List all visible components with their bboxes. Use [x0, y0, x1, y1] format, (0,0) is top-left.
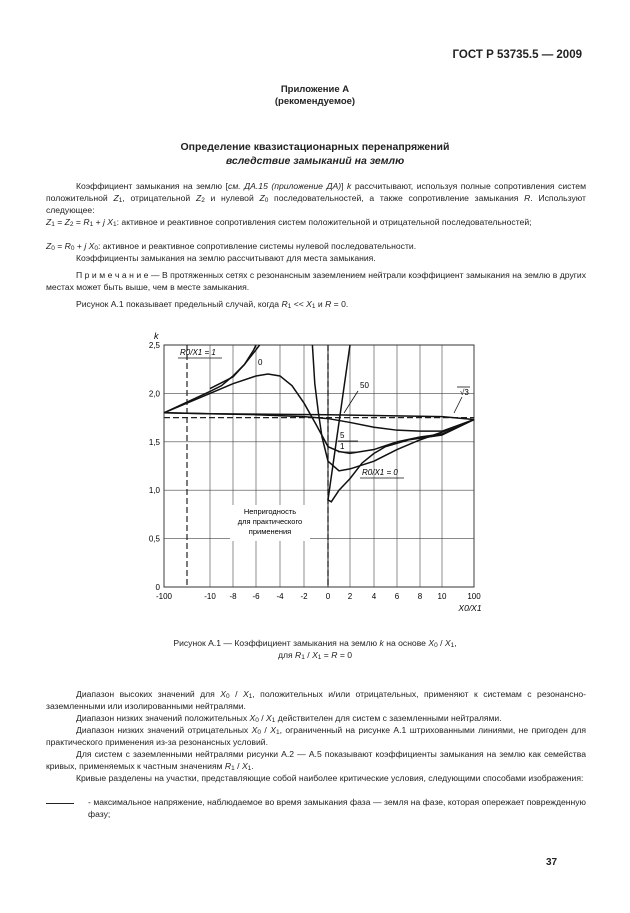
label-sqrt3: √3 — [460, 388, 469, 397]
series-1-line — [312, 345, 474, 471]
y-tick-label: 0,5 — [148, 534, 160, 544]
x-tick-label: 8 — [417, 592, 423, 601]
leader-sqrt3 — [454, 397, 462, 413]
intro-paragraph-2: Коэффициенты замыкания на землю рассчитывают для места замыкания. — [76, 253, 376, 263]
y-axis-label: k — [154, 331, 159, 341]
note-paragraph: П р и м е ч а н и е — В протяженных сетях с резонансным заземлением нейтрали коэффициент замыкания на землю в других местах может быть выше, чем в месте замыкания. — [46, 270, 586, 292]
annex-subtitle: (рекомендуемое) — [274, 96, 356, 107]
y-tick-label: 2,0 — [148, 389, 160, 399]
x-tick-label: 2 — [347, 592, 353, 601]
section-heading-line1: Определение квазистационарных перенапряжений — [180, 141, 450, 153]
body-paragraph-2: Диапазон низких значений положительных $X_0 / X_1$ действителен для систем с заземленными нейтралями. — [76, 713, 502, 724]
intro-paragraph: Коэффициент замыкания на землю [см. ДА.15 (приложение ДА)] k рассчитывают, используя полные сопротивления систем положительной $Z_1$, отрицательной $Z_2$ и нулевой $Z_0$ последовательностей, а также сопротивление замыкания R. Используют следующее: — [46, 181, 586, 215]
x-tick-label: 10 — [437, 592, 447, 601]
chart-grid — [164, 345, 474, 587]
x-tick-label: 4 — [371, 592, 377, 601]
x-tick-label: -100 — [155, 592, 173, 601]
label-curve-5: 5 — [340, 431, 345, 440]
y-tick-label: 1,5 — [148, 437, 160, 447]
label-curve-0: 0 — [258, 358, 263, 367]
body-paragraph-3: Диапазон низких значений отрицательных $X_0 / X_1$, ограниченный на рисунке А.1 штрихованными линиями, не пригоден для практического применения из-за резонансных условий. — [46, 725, 587, 747]
y-tick-label: 0 — [155, 583, 160, 592]
equation-z0: $Z_0 = R_0 + j$ $X_0$: активное и реактивное сопротивление системы нулевой последовательности. — [46, 241, 417, 252]
x-tick-label: -10 — [204, 592, 216, 601]
label-curve-50: 50 — [360, 381, 369, 390]
x-axis-label: X0/X1 — [458, 603, 482, 613]
label-curve-1: 1 — [340, 442, 345, 451]
y-tick-label: 2,5 — [148, 341, 160, 350]
earth-fault-factor-chart — [0, 325, 630, 625]
x-tick-label: -4 — [276, 592, 284, 601]
body-paragraph-5: Кривые разделены на участки, представляющие собой наиболее критические условия, следующими способами изображения: — [76, 773, 584, 783]
page-number: 37 — [546, 857, 558, 868]
document-header: ГОСТ Р 53735.5 — 2009 — [452, 49, 582, 61]
x-tick-label: 6 — [394, 592, 400, 601]
unusable-label-1: Непригодность — [243, 507, 297, 516]
list-item-1: - максимальное напряжение, наблюдаемое во время замыкания фаза — земля на фазе, которая опережает поврежденную фазу; — [88, 797, 586, 819]
intro-paragraph-3: Рисунок А.1 показывает предельный случай, когда $R_1 << X_1$ и R = 0. — [76, 299, 349, 310]
y-tick-label: 1,0 — [148, 486, 160, 496]
body-paragraph-1: Диапазон высоких значений для $X_0 / X_1$, положительных и/или отрицательных, применяют к системам с резонансно-заземленными или изолированными нейтралями. — [46, 689, 586, 711]
body-paragraph-4: Для систем с заземленными нейтралями рисунки А.2 — А.5 показывают коэффициенты замыкания на землю как семейства кривых, применяемых к частным значениям $R_1 / X_1$. — [46, 749, 586, 772]
annex-title: Приложение А — [280, 84, 350, 95]
label-r0x1-0: R0/X1 = 0 — [362, 468, 398, 477]
x-tick-label: -6 — [252, 592, 260, 601]
plot-frame — [164, 345, 474, 587]
equation-z1: $Z_1 = Z_2 = R_1 + j$ $X_1$: активное и реактивное сопротивления систем положительной и отрицательной последовательностей; — [46, 217, 532, 228]
section-heading-line2: вследствие замыканий на землю — [225, 155, 405, 167]
unusable-label-2: для практического — [237, 517, 303, 526]
x-tick-label: 100 — [467, 592, 481, 601]
label-r0x1-1: R0/X1 = 1 — [180, 348, 216, 357]
figure-caption-line1: Рисунок А.1 — Коэффициент замыкания на землю k на основе $X_0 / X_1$, — [173, 638, 457, 649]
x-tick-label: -8 — [229, 592, 237, 601]
unusable-label-3: применения — [248, 527, 292, 536]
x-tick-label: 0 — [325, 592, 331, 601]
figure-caption-line2: для $R_1 / X_1 = R = 0$ — [277, 650, 353, 661]
leader-50 — [344, 391, 358, 413]
x-tick-label: -2 — [300, 592, 308, 601]
